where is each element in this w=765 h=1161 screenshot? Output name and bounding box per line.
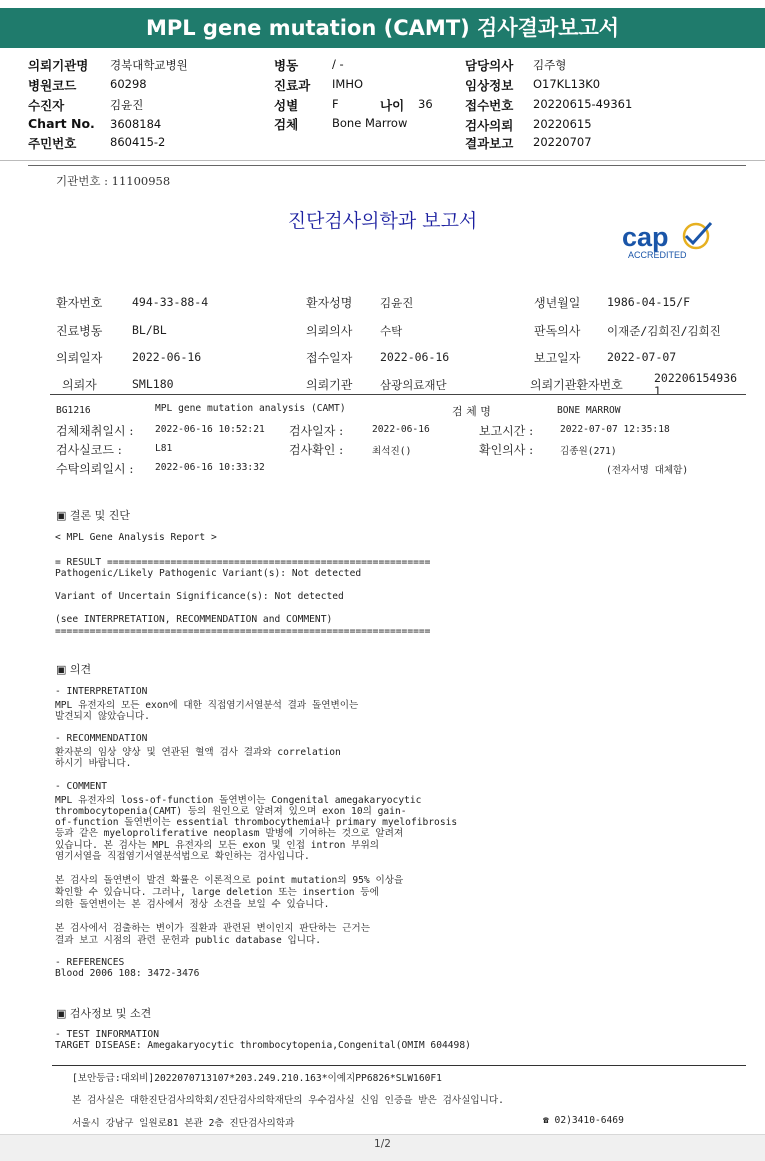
clinical-value: O17KL13K0 [533,77,601,91]
test-info-heading: - TEST INFORMATION [55,1029,159,1040]
rec-heading: - RECOMMENDATION [55,733,148,744]
comment-line-6: 염기서열을 직접염기서열분석법으로 확인하는 검사입니다. [55,851,310,862]
result-line-1: < MPL Gene Analysis Report > [55,532,217,543]
ward2-value: BL/BL [132,323,167,337]
req-pid-value-1: 202206154936 [654,371,738,385]
recv-label: 수탁의뢰일시 : [56,462,134,476]
examinee-value: 김윤진 [110,98,144,112]
examinee-label: 수진자 [28,98,65,113]
interp-line-2: 발견되지 않았습니다. [55,711,150,722]
rep-date-value: 2022-07-07 [607,350,677,364]
result-line-4: Variant of Uncertain Significance(s): Not detected [55,591,344,602]
reader-value: 이재준/김희진/김희진 [607,324,721,338]
ward-value: / - [332,57,344,71]
chart-no-label: Chart No. [28,116,95,131]
recv-date-label: 접수일자 [306,351,353,365]
accession-label: 접수번호 [465,98,514,113]
comment-line-7: 본 검사의 돌연변이 발견 확률은 이론적으로 point mutation의 95% 이상을 [55,875,404,886]
req-pid-value-2: 1 [654,384,661,398]
req-doc-value: 수탁 [380,324,403,338]
specimen-label: 검체 [274,117,299,132]
req-org-label: 의뢰기관명 [28,58,89,73]
report-title: 진단검사의학과 보고서 [287,210,478,232]
result-line-3: Pathogenic/Likely Pathogenic Variant(s): Not detected [55,568,362,579]
age-label: 나이 [380,98,405,113]
esign-note: (전자서명 대체함) [606,465,689,476]
req-date-value: 2022-06-16 [132,350,202,364]
rep-date-label: 보고일자 [534,351,581,365]
comment-line-3: of-function 돌연변이는 essential thrombocythemia나 primary myelofibrosis [55,817,458,828]
svg-text:cap: cap [622,222,669,252]
opinion-heading: ▣ 의견 [56,663,92,676]
name-value: 김윤진 [380,296,414,310]
report-time-value: 2022-07-07 12:35:18 [560,424,670,435]
comment-line-1: MPL 유전자의 loss-of-function 돌연변이는 Congenital amegakaryocytic [55,795,422,806]
org-number: 기관번호 : 11100958 [56,174,171,188]
requester-value: SML180 [132,377,174,391]
ward-label: 병동 [274,58,299,73]
test-specimen-value: BONE MARROW [557,405,621,416]
comment-line-8: 확인할 수 있습니다. 그러나, large deletion 또는 insertion 등에 [55,887,379,898]
confirm-doc-value: 김종원(271) [560,446,617,457]
comment-line-2: thrombocytopenia(CAMT) 등의 원인으로 알려져 있으며 exon 10의 gain- [55,806,407,817]
svg-text:ACCREDITED: ACCREDITED [628,250,687,260]
clinical-label: 임상정보 [465,78,514,93]
result-line-6: ================================================================= [55,626,431,637]
references-heading: - REFERENCES [55,957,125,968]
comment-line-10: 본 검사에서 검출하는 변이가 질환과 관련된 변이인지 판단하는 근거는 [55,923,370,934]
reference-line-1: Blood 2006 108: 3472-3476 [55,968,200,979]
comment-line-11: 결과 보고 시점의 관련 문헌과 public database 입니다. [55,935,322,946]
test-code: BG1216 [56,405,91,416]
header-divider [0,160,765,161]
report-date-value: 20220707 [533,135,592,149]
accreditation-notice: 본 검사실은 대한진단검사의학회/진단검사의학재단의 우수검사실 신임 인증을 받은 검사실입니다. [72,1095,504,1106]
doctor-value: 김주형 [533,58,567,72]
req-pid-label: 의뢰기관환자번호 [530,378,623,392]
cap-accredited-logo [620,216,720,264]
collect-value: 2022-06-16 10:52:21 [155,424,265,435]
comment-line-9: 의한 돌연변이는 본 검사에서 정상 소견을 보일 수 있습니다. [55,899,330,910]
recv-date-value: 2022-06-16 [380,350,450,364]
request-date-label: 검사의뢰 [465,118,514,133]
result-line-2: = RESULT ======================================================== [55,557,431,568]
pid-value: 494-33-88-4 [132,295,209,309]
confirm-doc-label: 확인의사 : [479,443,534,457]
hosp-code-value: 60298 [110,77,147,91]
address-line: 서울시 강남구 일원로81 본관 2층 진단검사의학과 [72,1118,295,1129]
footer-divider [52,1065,746,1066]
patient-divider [50,394,746,395]
page-title: MPL gene mutation (CAMT) 검사결과보고서 [145,16,620,40]
req-org2-label: 의뢰기관 [306,378,353,392]
age-value: 36 [418,97,433,111]
chart-no-value: 3608184 [110,117,162,131]
phone-line: ☎ 02)3410-6469 [543,1115,624,1126]
dept-label: 진료과 [274,78,311,93]
request-date-value: 20220615 [533,117,592,131]
report-date-label: 결과보고 [465,136,514,151]
dept-value: IMHO [332,77,364,91]
interp-line-1: MPL 유전자의 모든 exon에 대한 직접염기서열분석 결과 돌연변이는 [55,700,359,711]
rec-line-2: 하시기 바랍니다. [55,758,132,769]
collect-label: 검체채취일시 : [56,424,134,438]
report-top-rule [28,165,746,166]
reader-label: 판독의사 [534,324,581,338]
comment-line-5: 있습니다. 본 검사는 MPL 유전자의 모든 exon 및 인접 intron 부위의 [55,840,379,851]
comment-line-4: 등과 같은 myeloproliferative neoplasm 발병에 기여하는 것으로 알려져 [55,828,404,839]
hosp-code-label: 병원코드 [28,78,77,93]
comment-heading: - COMMENT [55,781,107,792]
target-disease-line: TARGET DISEASE: Amegakaryocytic thrombocytopenia,Congenital(OMIM 604498) [55,1040,471,1051]
confirm-value: 최석진() [372,446,412,457]
specimen-value: Bone Marrow [332,116,408,130]
room-label: 검사실코드 : [56,443,122,457]
room-value: L81 [155,443,173,454]
req-org-value: 경북대학교병원 [110,58,188,72]
rrn-label: 주민번호 [28,136,77,151]
test-specimen-label: 검 체 명 [452,405,491,418]
dob-label: 생년월일 [534,296,581,310]
rrn-value: 860415-2 [110,135,166,149]
test-name: MPL gene mutation analysis (CAMT) [155,403,346,414]
name-label: 환자성명 [306,296,353,310]
page-number: 1/2 [374,1138,391,1150]
dob-value: 1986-04-15/F [607,295,691,309]
req-org2-value: 삼광의료재단 [380,378,447,392]
doctor-label: 담당의사 [465,58,514,73]
recv-value: 2022-06-16 10:33:32 [155,462,265,473]
test-date-value: 2022-06-16 [372,424,430,435]
requester-label: 의뢰자 [62,378,97,392]
req-date-label: 의뢰일자 [56,351,103,365]
accession-value: 20220615-49361 [533,97,633,111]
result-heading: ▣ 결론 및 진단 [56,509,131,522]
interp-heading: - INTERPRETATION [55,686,148,697]
pid-label: 환자번호 [56,296,103,310]
rec-line-1: 환자분의 임상 양상 및 연관된 혈액 검사 결과와 correlation [55,747,341,758]
ward2-label: 진료병동 [56,324,103,338]
sex-label: 성별 [274,98,299,113]
test-date-label: 검사일자 : [289,424,344,438]
report-time-label: 보고시간 : [479,424,534,438]
result-line-5: (see INTERPRETATION, RECOMMENDATION and COMMENT) [55,614,333,625]
sex-value: F [332,97,339,111]
info-heading: ▣ 검사정보 및 소견 [56,1007,152,1020]
req-doc-label: 의뢰의사 [306,324,353,338]
security-line: [보안등급:대외비]2022070713107*203.249.210.163*이예지PP6826*SLW160F1 [72,1073,442,1084]
confirm-label: 검사확인 : [289,443,344,457]
